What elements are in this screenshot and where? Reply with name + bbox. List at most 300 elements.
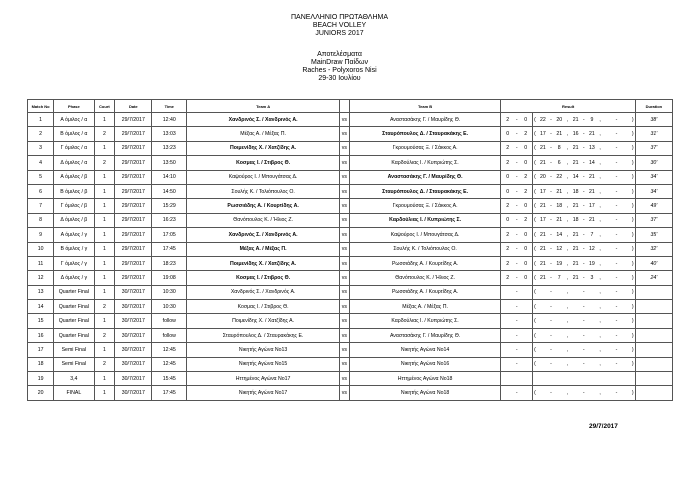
- set1-b: [553, 372, 565, 386]
- set1-a: [537, 328, 549, 342]
- set2-comma: ,: [598, 156, 602, 170]
- sets-sep: -: [514, 199, 519, 213]
- set2-b: 14: [586, 156, 598, 170]
- paren-open: (: [533, 328, 537, 342]
- set2-a: 21: [570, 242, 582, 256]
- date: 29/7/2017: [115, 271, 152, 285]
- duration: 34': [635, 170, 672, 184]
- set1-sep: -: [549, 314, 553, 328]
- team-b: Σταυρόπουλος Δ. / Σταυρακάκης Ε.: [349, 127, 501, 141]
- sets-sep: -: [514, 314, 519, 328]
- table-row: [28, 256, 673, 270]
- sets-sep: -: [514, 357, 519, 371]
- set2-comma: ,: [598, 300, 602, 314]
- set2-a: 16: [570, 127, 582, 141]
- set2-a: 18: [570, 184, 582, 198]
- set2-comma: ,: [598, 357, 602, 371]
- set2-sep: -: [582, 156, 586, 170]
- date: 29/7/2017: [115, 228, 152, 242]
- sets-a: 2: [501, 199, 514, 213]
- set3-a: [602, 242, 614, 256]
- table-row: [28, 343, 673, 357]
- team-a: Κοσμας Ι. / Στιβρος Θ.: [187, 300, 340, 314]
- set3-a: [602, 141, 614, 155]
- set3-b: [619, 372, 631, 386]
- set3-a: [602, 184, 614, 198]
- time: 13:03: [152, 127, 187, 141]
- vs-label: vs: [339, 213, 349, 227]
- set2-sep: -: [582, 141, 586, 155]
- team-b: Μέξας Α. / Μέξας Π.: [349, 300, 501, 314]
- set2-sep: -: [582, 228, 586, 242]
- sets-b: [519, 357, 532, 371]
- sets-b: 0: [519, 113, 532, 127]
- set2-a: [570, 300, 582, 314]
- paren-close: ): [631, 141, 636, 155]
- set1-a: [537, 285, 549, 299]
- set1-b: [553, 343, 565, 357]
- set3-a: [602, 271, 614, 285]
- time: follow: [152, 314, 187, 328]
- set3-b: [619, 228, 631, 242]
- sets-a: 2: [501, 141, 514, 155]
- sets-b: 0: [519, 256, 532, 270]
- set1-b: 19: [553, 256, 565, 270]
- date: 29/7/2017: [115, 113, 152, 127]
- set3-b: [619, 343, 631, 357]
- set1-sep: -: [549, 213, 553, 227]
- time: 12:45: [152, 357, 187, 371]
- sets-b: 0: [519, 141, 532, 155]
- court: 1: [94, 199, 115, 213]
- team-b: Καρδούλιας Ι. / Κυπριώτης Σ.: [349, 314, 501, 328]
- set1-a: 21: [537, 271, 549, 285]
- court: 1: [94, 271, 115, 285]
- set2-comma: ,: [598, 141, 602, 155]
- paren-close: ): [631, 314, 636, 328]
- duration: 38': [635, 113, 672, 127]
- set3-sep: -: [614, 213, 618, 227]
- set2-b: 17: [586, 199, 598, 213]
- phase: Semi Final: [54, 357, 94, 371]
- sets-a: [501, 285, 514, 299]
- set2-b: [586, 300, 598, 314]
- set3-sep: -: [614, 156, 618, 170]
- set3-b: [619, 285, 631, 299]
- date: 30/7/2017: [115, 285, 152, 299]
- set1-comma: ,: [565, 300, 569, 314]
- paren-open: (: [533, 127, 537, 141]
- sets-b: [519, 314, 532, 328]
- table-header-row: [28, 100, 673, 113]
- set3-sep: -: [614, 256, 618, 270]
- set2-b: [586, 285, 598, 299]
- team-a: Ποιμενίδης Χ. / Χατζίδης Α.: [187, 256, 340, 270]
- court: 2: [94, 357, 115, 371]
- set2-a: [570, 386, 582, 400]
- set2-a: 21: [570, 156, 582, 170]
- set2-sep: -: [582, 170, 586, 184]
- phase: Δ όμιλος / β: [54, 213, 94, 227]
- set3-b: [619, 256, 631, 270]
- date: 29/7/2017: [115, 256, 152, 270]
- set3-a: [602, 357, 614, 371]
- date: 29/7/2017: [115, 184, 152, 198]
- match-no: 16: [28, 328, 54, 342]
- duration: 37': [635, 141, 672, 155]
- set3-sep: -: [614, 242, 618, 256]
- court: 2: [94, 156, 115, 170]
- set3-sep: -: [614, 184, 618, 198]
- set3-a: [602, 213, 614, 227]
- set1-comma: ,: [565, 271, 569, 285]
- set3-b: [619, 184, 631, 198]
- team-b: Νικητής Αγώνα Νο18: [349, 386, 501, 400]
- set2-b: 19: [586, 256, 598, 270]
- team-b: Ρωσσιάδης Α. / Κουρτίδης Α.: [349, 285, 501, 299]
- sets-a: 0: [501, 170, 514, 184]
- team-b: Ηττημένος Αγώνα Νο18: [349, 372, 501, 386]
- set3-a: [602, 228, 614, 242]
- phase: Semi Final: [54, 343, 94, 357]
- time: 13:50: [152, 156, 187, 170]
- sets-a: [501, 386, 514, 400]
- set1-comma: ,: [565, 328, 569, 342]
- team-b: Γκρουμούσας Ξ. / Σάκκος Α.: [349, 141, 501, 155]
- set3-b: [619, 314, 631, 328]
- match-no: 4: [28, 156, 54, 170]
- sets-sep: -: [514, 141, 519, 155]
- table-row: [28, 141, 673, 155]
- set3-b: [619, 328, 631, 342]
- set1-sep: -: [549, 113, 553, 127]
- date: 30/7/2017: [115, 343, 152, 357]
- vs-label: vs: [339, 156, 349, 170]
- phase: Β όμιλος / γ: [54, 242, 94, 256]
- vs-label: vs: [339, 300, 349, 314]
- team-a: Κοσμας Ι. / Στιβρος Θ.: [187, 271, 340, 285]
- time: 18:23: [152, 256, 187, 270]
- set2-a: 21: [570, 141, 582, 155]
- title-line-3: JUNIORS 2017: [315, 30, 364, 37]
- sets-b: [519, 328, 532, 342]
- phase: Α όμιλος / α: [54, 113, 94, 127]
- date: 29/7/2017: [115, 213, 152, 227]
- set3-a: [602, 256, 614, 270]
- sets-sep: -: [514, 242, 519, 256]
- set3-sep: -: [614, 127, 618, 141]
- set3-sep: -: [614, 113, 618, 127]
- set2-comma: ,: [598, 271, 602, 285]
- paren-close: ): [631, 328, 636, 342]
- team-a: Χανδρινός Σ. / Χανδρινός Α.: [187, 228, 340, 242]
- match-no: 9: [28, 228, 54, 242]
- team-b: Γκρουμούσας Ξ. / Σάκκος Α.: [349, 199, 501, 213]
- set1-a: [537, 300, 549, 314]
- phase: Quarter Final: [54, 285, 94, 299]
- sets-b: 0: [519, 156, 532, 170]
- match-no: 3: [28, 141, 54, 155]
- court: 2: [94, 127, 115, 141]
- set1-a: 21: [537, 256, 549, 270]
- set2-sep: -: [582, 184, 586, 198]
- set3-a: [602, 170, 614, 184]
- set3-b: [619, 199, 631, 213]
- sets-a: [501, 300, 514, 314]
- match-no: 17: [28, 343, 54, 357]
- paren-close: ): [631, 228, 636, 242]
- court: 1: [94, 343, 115, 357]
- date: 30/7/2017: [115, 386, 152, 400]
- phase: Β όμιλος / α: [54, 127, 94, 141]
- sets-sep: -: [514, 127, 519, 141]
- team-b: Σουλής Κ. / Τολιόπουλος Ο.: [349, 242, 501, 256]
- sets-a: [501, 343, 514, 357]
- col-date: Date: [115, 100, 152, 113]
- set3-b: [619, 357, 631, 371]
- set1-sep: -: [549, 271, 553, 285]
- set3-sep: -: [614, 343, 618, 357]
- dates: 29-30 Ιουλίου: [318, 75, 361, 82]
- team-b: Αναστασάκης Γ. / Μαυρίδης Θ.: [349, 328, 501, 342]
- set1-comma: ,: [565, 285, 569, 299]
- paren-close: ): [631, 343, 636, 357]
- set2-b: [586, 372, 598, 386]
- match-no: 1: [28, 113, 54, 127]
- sets-b: 0: [519, 199, 532, 213]
- set2-b: 9: [586, 113, 598, 127]
- team-a: Καψούρος Ι. / Μπουγάτσας Δ.: [187, 170, 340, 184]
- col-phase: Phase: [54, 100, 94, 113]
- team-a: Ποιμενίδης Χ. / Χατζίδης Α.: [187, 141, 340, 155]
- set1-comma: ,: [565, 228, 569, 242]
- sets-b: 2: [519, 213, 532, 227]
- court: 1: [94, 386, 115, 400]
- set3-b: [619, 271, 631, 285]
- duration: [635, 357, 672, 371]
- set2-comma: ,: [598, 170, 602, 184]
- team-a: Χανδρινός Σ. / Χανδρινός Α.: [187, 285, 340, 299]
- set1-b: 14: [553, 228, 565, 242]
- match-no: 11: [28, 256, 54, 270]
- sets-b: [519, 386, 532, 400]
- vs-label: vs: [339, 184, 349, 198]
- vs-label: vs: [339, 113, 349, 127]
- set2-comma: ,: [598, 228, 602, 242]
- vs-label: vs: [339, 170, 349, 184]
- phase: Γ όμιλος / γ: [54, 256, 94, 270]
- vs-label: vs: [339, 357, 349, 371]
- set1-sep: -: [549, 228, 553, 242]
- paren-open: (: [533, 271, 537, 285]
- set3-a: [602, 328, 614, 342]
- paren-close: ): [631, 170, 636, 184]
- time: 17:45: [152, 242, 187, 256]
- vs-label: vs: [339, 141, 349, 155]
- set2-b: [586, 357, 598, 371]
- table-row: [28, 357, 673, 371]
- phase: FINAL: [54, 386, 94, 400]
- set1-sep: -: [549, 285, 553, 299]
- set2-a: 21: [570, 199, 582, 213]
- duration: [635, 328, 672, 342]
- set1-a: [537, 343, 549, 357]
- set1-a: 22: [537, 113, 549, 127]
- table-row: [28, 199, 673, 213]
- vs-label: vs: [339, 228, 349, 242]
- paren-close: ): [631, 300, 636, 314]
- duration: [635, 343, 672, 357]
- paren-open: (: [533, 228, 537, 242]
- paren-close: ): [631, 127, 636, 141]
- sets-sep: -: [514, 113, 519, 127]
- set3-sep: -: [614, 328, 618, 342]
- set1-comma: ,: [565, 386, 569, 400]
- paren-close: ): [631, 199, 636, 213]
- set2-sep: -: [582, 242, 586, 256]
- col-result: Result: [501, 100, 635, 113]
- match-no: 8: [28, 213, 54, 227]
- sets-a: 2: [501, 271, 514, 285]
- table-row: [28, 213, 673, 227]
- team-b: Σταυρόπουλος Δ. / Σταυρακάκης Ε.: [349, 184, 501, 198]
- set3-b: [619, 170, 631, 184]
- paren-open: (: [533, 213, 537, 227]
- sets-sep: -: [514, 343, 519, 357]
- set2-comma: ,: [598, 184, 602, 198]
- set1-b: 20: [553, 113, 565, 127]
- set2-b: 21: [586, 170, 598, 184]
- team-a: Σταυρόπουλος Δ. / Σταυρακάκης Ε.: [187, 328, 340, 342]
- sets-sep: -: [514, 170, 519, 184]
- sets-sep: -: [514, 228, 519, 242]
- sets-b: [519, 372, 532, 386]
- paren-open: (: [533, 113, 537, 127]
- paren-open: (: [533, 242, 537, 256]
- vs-label: vs: [339, 343, 349, 357]
- sets-b: [519, 300, 532, 314]
- set2-a: 21: [570, 256, 582, 270]
- set1-comma: ,: [565, 156, 569, 170]
- set2-sep: -: [582, 199, 586, 213]
- set2-a: 21: [570, 228, 582, 242]
- table-row: [28, 228, 673, 242]
- set1-comma: ,: [565, 343, 569, 357]
- set2-b: 3: [586, 271, 598, 285]
- set1-sep: -: [549, 170, 553, 184]
- paren-open: (: [533, 314, 537, 328]
- sets-b: 0: [519, 271, 532, 285]
- sets-sep: -: [514, 184, 519, 198]
- set1-sep: -: [549, 127, 553, 141]
- set1-comma: ,: [565, 199, 569, 213]
- team-a: Νικητής Αγώνα Νο17: [187, 386, 340, 400]
- set1-b: 8: [553, 141, 565, 155]
- set1-b: [553, 386, 565, 400]
- sets-a: 2: [501, 256, 514, 270]
- duration: 37': [635, 213, 672, 227]
- team-a: Θανόπουλος Κ. / Ήλιος Ζ.: [187, 213, 340, 227]
- set2-b: [586, 328, 598, 342]
- paren-close: ): [631, 357, 636, 371]
- col-vs: [339, 100, 349, 113]
- set3-a: [602, 156, 614, 170]
- time: 16:23: [152, 213, 187, 227]
- date: 30/7/2017: [115, 372, 152, 386]
- set2-b: [586, 314, 598, 328]
- set1-sep: -: [549, 141, 553, 155]
- duration: 49': [635, 199, 672, 213]
- sets-sep: -: [514, 386, 519, 400]
- phase: Α όμιλος / γ: [54, 228, 94, 242]
- table-row: [28, 314, 673, 328]
- table-row: [28, 127, 673, 141]
- paren-open: (: [533, 357, 537, 371]
- time: 15:45: [152, 372, 187, 386]
- team-b: Νικητής Αγώνα Νο16: [349, 357, 501, 371]
- phase: Γ όμιλος / α: [54, 141, 94, 155]
- team-a: Μέξας Α. / Μέξας Π.: [187, 242, 340, 256]
- set1-comma: ,: [565, 141, 569, 155]
- table-row: [28, 300, 673, 314]
- time: 10:30: [152, 285, 187, 299]
- paren-open: (: [533, 170, 537, 184]
- set2-b: [586, 343, 598, 357]
- sets-b: 2: [519, 184, 532, 198]
- team-b: Καρδούλιας Ι. / Κυπριώτης Σ.: [349, 156, 501, 170]
- time: 14:10: [152, 170, 187, 184]
- set1-a: [537, 372, 549, 386]
- date: 30/7/2017: [115, 300, 152, 314]
- court: 2: [94, 328, 115, 342]
- table-row: [28, 271, 673, 285]
- set3-sep: -: [614, 300, 618, 314]
- table-row: [28, 285, 673, 299]
- sets-a: 0: [501, 213, 514, 227]
- set3-b: [619, 213, 631, 227]
- court: 1: [94, 256, 115, 270]
- set3-a: [602, 386, 614, 400]
- date: 29/7/2017: [115, 199, 152, 213]
- sets-sep: -: [514, 285, 519, 299]
- match-no: 7: [28, 199, 54, 213]
- set2-b: [586, 386, 598, 400]
- sets-a: [501, 328, 514, 342]
- date: 30/7/2017: [115, 328, 152, 342]
- set3-a: [602, 343, 614, 357]
- vs-label: vs: [339, 199, 349, 213]
- set3-a: [602, 372, 614, 386]
- vs-label: vs: [339, 328, 349, 342]
- set3-b: [619, 113, 631, 127]
- venue: Raches - Polyxoros Nisi: [302, 67, 377, 74]
- sets-sep: -: [514, 256, 519, 270]
- team-b: Καψούρος Ι. / Μπουγάτσας Δ.: [349, 228, 501, 242]
- sets-a: 2: [501, 156, 514, 170]
- paren-open: (: [533, 300, 537, 314]
- set2-a: [570, 328, 582, 342]
- set2-b: 7: [586, 228, 598, 242]
- set2-comma: ,: [598, 213, 602, 227]
- set1-comma: ,: [565, 113, 569, 127]
- set1-comma: ,: [565, 127, 569, 141]
- vs-label: vs: [339, 127, 349, 141]
- match-no: 18: [28, 357, 54, 371]
- match-no: 14: [28, 300, 54, 314]
- match-no: 19: [28, 372, 54, 386]
- paren-open: (: [533, 285, 537, 299]
- set2-a: 21: [570, 271, 582, 285]
